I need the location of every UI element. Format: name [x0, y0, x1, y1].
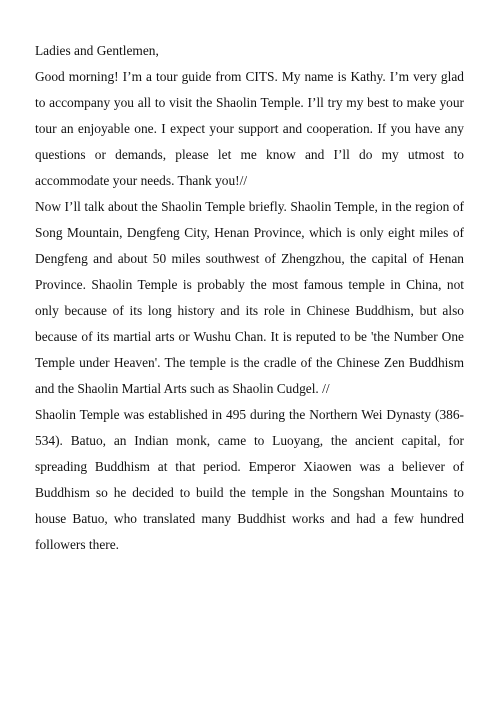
salutation: Ladies and Gentlemen,	[35, 43, 159, 58]
paragraph-introduction: Now I’ll talk about the Shaolin Temple briefly. Shaolin Temple, in the region of Song Mountain, Dengfeng City, Henan Province, which is only eight miles of Dengfeng and about 50 miles southwest of Zhengzhou, the capital of Henan Province. Shaolin Temple is probably the most famous temple in China, not only because of its long history and its role in Chinese Buddhism, but also because of its martial arts or Wushu Chan. It is reputed to be 'the Number One Temple under Heaven'. The temple is the cradle of the Chinese Zen Buddhism and the Shaolin Martial Arts such as Shaolin Cudgel. //	[35, 199, 464, 396]
paragraph-history: Shaolin Temple was established in 495 during the Northern Wei Dynasty (386-534). Batuo, an Indian monk, came to Luoyang, the ancient capital, for spreading Buddhism at that period. Emperor Xiaowen was a believer of Buddhism so he decided to build the temple in the Songshan Mountains to house Batuo, who translated many Buddhist works and had a few hundred followers there.	[35, 407, 464, 552]
document-page	[35, 38, 464, 558]
paragraph-greeting: Good morning! I’m a tour guide from CITS. My name is Kathy. I’m very glad to accompany you all to visit the Shaolin Temple. I’ll try my best to make your tour an enjoyable one. I expect your support and cooperation. If you have any questions or demands, please let me know and I’ll do my utmost to accommodate your needs. Thank you!//	[35, 69, 464, 188]
